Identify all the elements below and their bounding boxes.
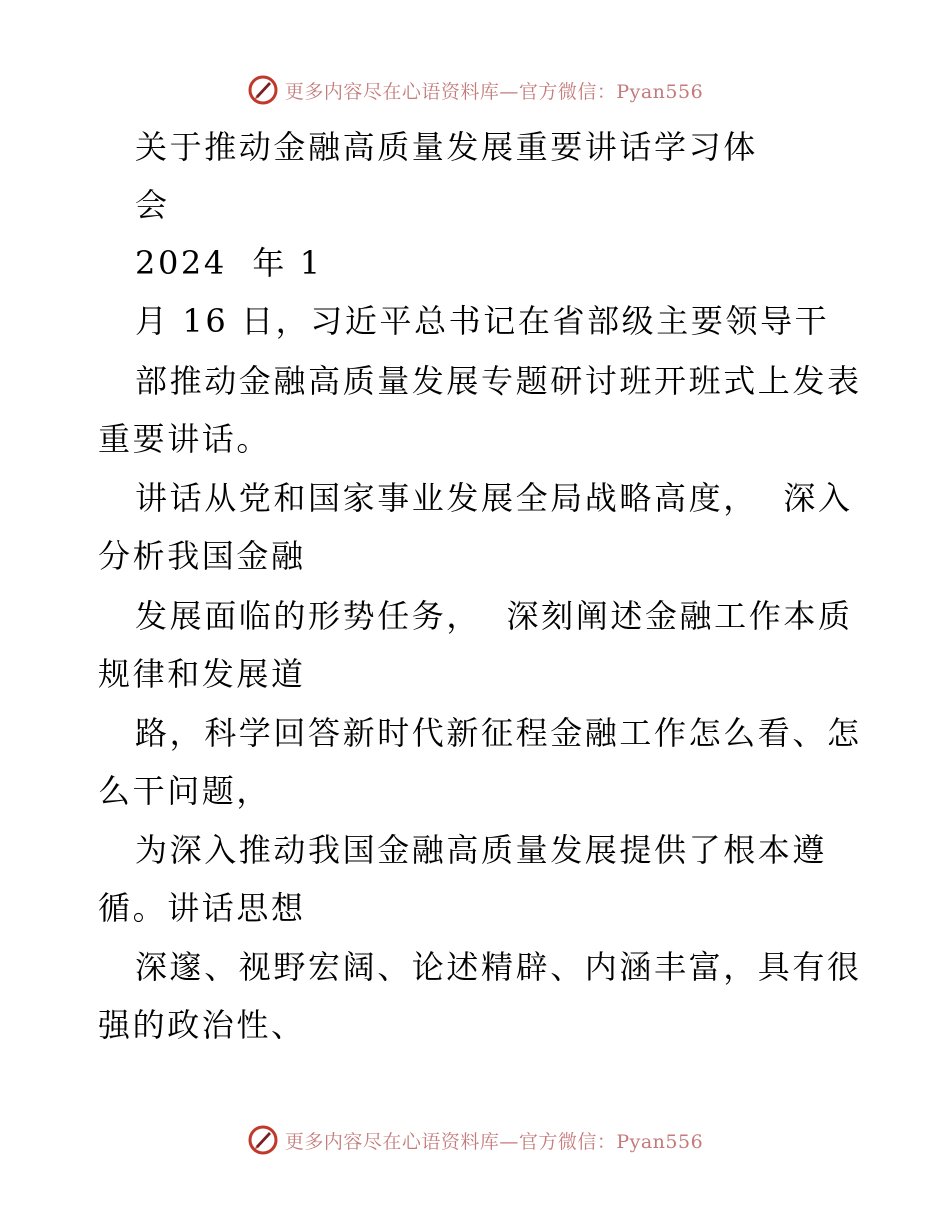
watermark-footer [0, 1120, 950, 1160]
document-title-line-2: 会 [135, 186, 170, 224]
body-line: 重要讲话。 [98, 420, 272, 458]
body-line: 深邃、视野宏阔、论述精辟、内涵丰富，具有很 [135, 948, 862, 986]
watermark-text: 更多内容尽在心语资料库—官方微信：Pyan556 [284, 1130, 704, 1153]
body-line: 讲话从党和国家事业发展全局战略高度， 深入 [135, 479, 853, 517]
quill-logo-icon [247, 1124, 279, 1156]
body-line: 循。讲话思想 [98, 889, 306, 927]
body-line: 路，科学回答新时代新征程金融工作怎么看、怎 [135, 714, 862, 752]
body-line: 2024 年 1 [135, 244, 323, 282]
body-line: 月 16 日，习近平总书记在省部级主要领导干 [135, 302, 830, 340]
body-line: 分析我国金融 [98, 537, 306, 575]
watermark-text: 更多内容尽在心语资料库—官方微信：Pyan556 [284, 80, 704, 103]
body-line: 么干问题， [98, 772, 272, 810]
document-title-line-1: 关于推动金融高质量发展重要讲话学习体 [135, 128, 758, 166]
body-line: 为深入推动我国金融高质量发展提供了根本遵 [135, 831, 828, 869]
body-line: 发展面临的形势任务， 深刻阐述金融工作本质 [135, 597, 853, 635]
body-line: 部推动金融高质量发展专题研讨班开班式上发表 [135, 362, 862, 400]
body-line: 强的政治性、 [98, 1006, 306, 1044]
body-line: 规律和发展道 [98, 655, 306, 693]
